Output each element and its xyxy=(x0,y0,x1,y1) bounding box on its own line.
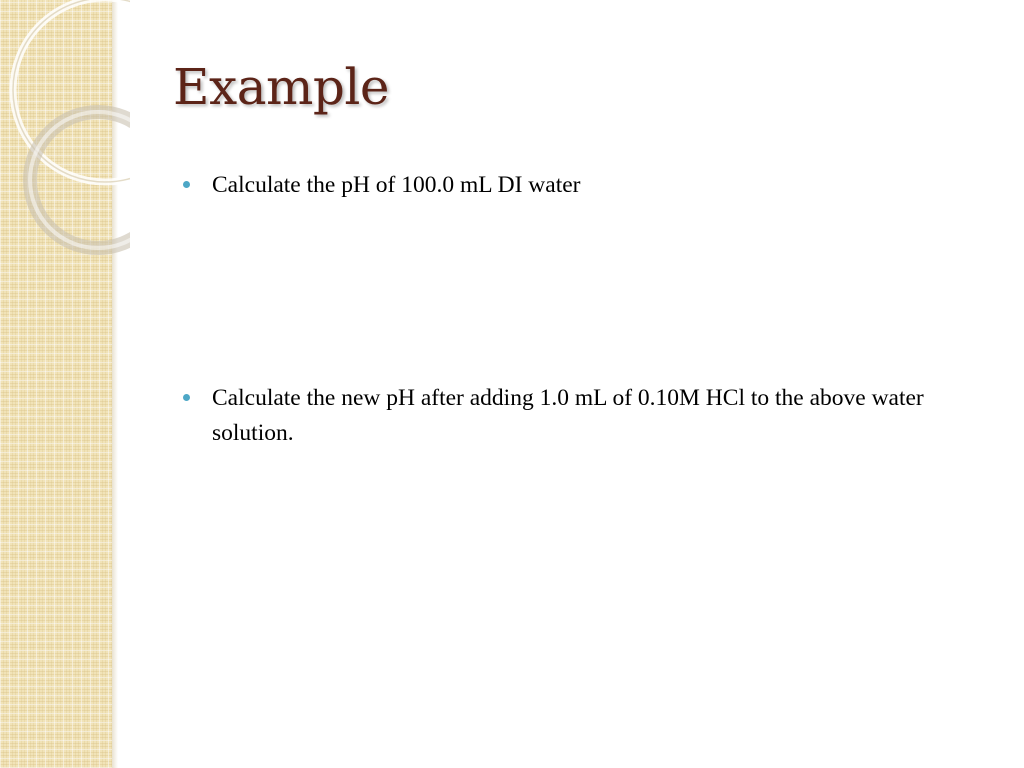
bullet-item xyxy=(183,168,983,203)
slide-title: Example xyxy=(173,58,390,116)
bullet-list xyxy=(183,168,983,451)
bullet-dot-icon xyxy=(183,181,190,188)
bullet-dot-icon xyxy=(183,394,190,401)
bullet-item xyxy=(183,381,983,451)
decorative-rings-icon xyxy=(0,0,130,260)
bullet-text: Calculate the new pH after adding 1.0 mL of 0.10M HCl to the above water solution. xyxy=(212,385,924,446)
bullet-text: Calculate the pH of 100.0 mL DI water xyxy=(212,172,581,198)
